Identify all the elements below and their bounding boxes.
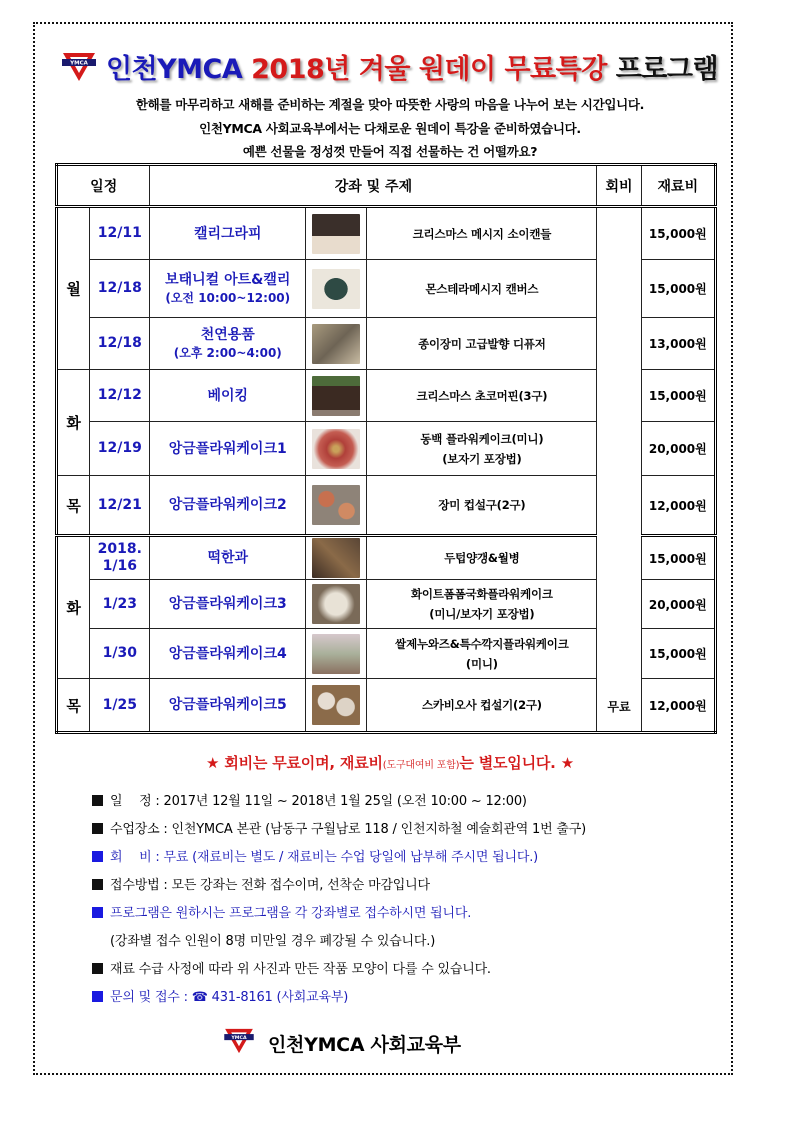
day-cell: 목 bbox=[57, 679, 90, 733]
topic-cell bbox=[367, 422, 597, 476]
date-cell: 12/18 bbox=[90, 318, 150, 370]
material-cell: 15,000원 bbox=[641, 207, 715, 260]
topic-cell: 장미 컵설구(2구) bbox=[367, 476, 597, 536]
note-text: (강좌별 접수 인원이 8명 미만일 경우 폐강될 수 있습니다.) bbox=[110, 934, 436, 949]
course-cell bbox=[150, 580, 306, 629]
material-cell: 20,000원 bbox=[641, 580, 715, 629]
footer-org: 인천YMCA 사회교육부 bbox=[268, 1033, 461, 1056]
photo-monstera-canvas bbox=[312, 269, 360, 309]
topic-line: (미니) bbox=[465, 656, 498, 671]
photo-scabiosa-cupcake bbox=[312, 685, 360, 725]
photo-rice-cake bbox=[312, 538, 360, 578]
material-cell: 20,000원 bbox=[641, 422, 715, 476]
course-cell bbox=[150, 422, 306, 476]
topic-line: (미니/보자기 포장법) bbox=[429, 607, 535, 621]
photo-cell bbox=[306, 370, 367, 422]
day-cell: 목 bbox=[57, 476, 90, 536]
note-schedule bbox=[92, 793, 722, 821]
header-course-topic: 강좌 및 주제 bbox=[150, 165, 597, 207]
topic-line: 화이트폼폼국화플라워케이크 bbox=[410, 587, 553, 601]
note-text: 접수방법 : 모든 강좌는 전화 접수이며, 선착순 마감입니다 bbox=[110, 878, 430, 893]
note-text: 문의 및 접수 : ☎ 431-8161 (사회교육부) bbox=[110, 990, 349, 1005]
course-name: 앙금플라워케이크2 bbox=[168, 497, 287, 513]
note-materials bbox=[92, 961, 722, 989]
photo-cell bbox=[306, 422, 367, 476]
course-name: 천연용품 bbox=[200, 326, 255, 343]
course-cell bbox=[150, 536, 306, 580]
info-notes bbox=[92, 793, 722, 1017]
course-name: 앙금플라워케이크3 bbox=[168, 596, 287, 612]
note-text: 수업장소 : 인천YMCA 본관 (남동구 구월남로 118 / 인천지하철 예술회관역 1번 출구) bbox=[110, 822, 586, 837]
photo-camellia-cake bbox=[312, 429, 360, 469]
topic-cell: 몬스테라메시지 캔버스 bbox=[367, 260, 597, 318]
topic-line: (보자기 포장법) bbox=[442, 451, 522, 466]
date-cell: 1/23 bbox=[90, 580, 150, 629]
material-cell: 15,000원 bbox=[641, 260, 715, 318]
topic-line: 동백 플라워케이크(미니) bbox=[420, 431, 544, 446]
day-cell: 화 bbox=[57, 536, 90, 679]
photo-cell bbox=[306, 679, 367, 733]
square-bullet-icon bbox=[92, 851, 103, 862]
title-row bbox=[60, 44, 720, 88]
title-event: 2018년 겨울 원데이 무료특강 bbox=[251, 53, 607, 85]
topic-cell: 스카비오사 컵설기(2구) bbox=[367, 679, 597, 733]
date-cell: 1/25 bbox=[90, 679, 150, 733]
day-cell: 화 bbox=[57, 370, 90, 476]
material-cell: 15,000원 bbox=[641, 536, 715, 580]
square-bullet-icon bbox=[92, 991, 103, 1002]
photo-cell bbox=[306, 318, 367, 370]
course-cell bbox=[150, 207, 306, 260]
course-name: 베이킹 bbox=[207, 387, 249, 404]
photo-paper-rose-diffuser bbox=[312, 324, 360, 364]
photo-cell bbox=[306, 260, 367, 318]
title-program: 프로그램 bbox=[615, 53, 719, 85]
course-name: 떡한과 bbox=[207, 550, 249, 566]
date-cell: 1/30 bbox=[90, 629, 150, 679]
notice-text-a: 회비는 무료이며, 재료비 bbox=[224, 754, 383, 772]
note-text: 일 정 : 2017년 12월 11일 ~ 2018년 1월 25일 (오전 10:00 ~ 12:00) bbox=[110, 794, 527, 809]
intro-line-2: 인천YMCA 사회교육부에서는 다채로운 원데이 특강을 준비하였습니다. bbox=[199, 121, 581, 136]
course-name: 앙금플라워케이크5 bbox=[168, 697, 287, 713]
square-bullet-icon bbox=[92, 879, 103, 890]
header-material: 재료비 bbox=[641, 165, 715, 207]
course-time: (오후 2:00~4:00) bbox=[173, 345, 282, 360]
table-header-row bbox=[57, 165, 716, 207]
photo-cell bbox=[306, 207, 367, 260]
material-cell: 12,000원 bbox=[641, 679, 715, 733]
note-text: 프로그램은 원하시는 프로그램을 각 강좌별로 접수하시면 됩니다. bbox=[110, 906, 472, 921]
date-cell: 2018. 1/16 bbox=[90, 536, 150, 580]
topic-cell: 두텁양갱&월병 bbox=[367, 536, 597, 580]
note-fee bbox=[92, 849, 722, 877]
course-time: (오전 10:00~12:00) bbox=[165, 290, 291, 305]
square-bullet-icon bbox=[92, 795, 103, 806]
footer bbox=[222, 1028, 461, 1058]
topic-line: 쌀제누와즈&특수깍지플라워케이크 bbox=[395, 636, 569, 651]
note-cancellation bbox=[92, 933, 722, 961]
course-cell bbox=[150, 629, 306, 679]
date-cell: 12/21 bbox=[90, 476, 150, 536]
photo-pompom-cake bbox=[312, 584, 360, 624]
note-text: 회 비 : 무료 (재료비는 별도 / 재료비는 수업 당일에 납부해 주시면 됩니다.) bbox=[110, 850, 539, 865]
photo-cell bbox=[306, 629, 367, 679]
material-cell: 15,000원 bbox=[641, 370, 715, 422]
note-location bbox=[92, 821, 722, 849]
course-cell bbox=[150, 370, 306, 422]
photo-cell bbox=[306, 536, 367, 580]
topic-cell: 크리스마스 메시지 소이캔들 bbox=[367, 207, 597, 260]
note-text: 재료 수급 사정에 따라 위 사진과 만든 작품 모양이 다를 수 있습니다. bbox=[110, 962, 491, 977]
photo-cell bbox=[306, 580, 367, 629]
note-contact bbox=[92, 989, 722, 1017]
topic-cell bbox=[367, 629, 597, 679]
topic-cell: 크리스마스 초코머핀(3구) bbox=[367, 370, 597, 422]
svg-text:YMCA: YMCA bbox=[231, 1035, 247, 1041]
square-bullet-icon bbox=[92, 907, 103, 918]
square-bullet-icon bbox=[92, 823, 103, 834]
material-cell: 13,000원 bbox=[641, 318, 715, 370]
notice-small: (도구대여비 포함) bbox=[382, 760, 460, 771]
photo-rose-cupcake bbox=[312, 485, 360, 525]
course-cell bbox=[150, 679, 306, 733]
notice-text-b: 는 별도입니다. bbox=[459, 754, 556, 772]
note-per-course bbox=[92, 905, 722, 933]
table-row bbox=[57, 207, 716, 260]
intro-line-1: 한해를 마무리하고 새해를 준비하는 계절을 맞아 따뜻한 사랑의 마음을 나누어 보는 시간입니다. bbox=[135, 97, 645, 112]
topic-cell bbox=[367, 580, 597, 629]
course-name: 앙금플라워케이크1 bbox=[168, 440, 287, 457]
date-cell: 12/11 bbox=[90, 207, 150, 260]
svg-text:YMCA: YMCA bbox=[70, 60, 88, 67]
date-cell: 12/19 bbox=[90, 422, 150, 476]
photo-choco-muffin bbox=[312, 376, 360, 416]
day-cell: 월 bbox=[57, 207, 90, 370]
note-registration bbox=[92, 877, 722, 905]
photo-genoise-cake bbox=[312, 634, 360, 674]
intro-line-3: 예쁜 선물을 정성껏 만들어 직접 선물하는 건 어떨까요? bbox=[242, 144, 538, 159]
course-name: 보태니컬 아트&캘리 bbox=[165, 271, 291, 288]
star-icon: ★ bbox=[206, 754, 220, 772]
header-fee: 회비 bbox=[597, 165, 641, 207]
course-name: 캘리그라피 bbox=[193, 225, 262, 242]
course-cell bbox=[150, 476, 306, 536]
topic-cell: 종이장미 고급발향 디퓨저 bbox=[367, 318, 597, 370]
date-cell: 12/12 bbox=[90, 370, 150, 422]
material-cell: 15,000원 bbox=[641, 629, 715, 679]
ymca-logo-icon bbox=[222, 1028, 256, 1058]
page-title bbox=[106, 47, 718, 86]
course-cell bbox=[150, 260, 306, 318]
ymca-logo-icon bbox=[62, 52, 96, 80]
photo-cell bbox=[306, 476, 367, 536]
fee-cell: 무료 bbox=[597, 207, 641, 733]
title-org: 인천YMCA bbox=[105, 53, 243, 85]
fee-notice bbox=[60, 752, 720, 773]
header-schedule: 일정 bbox=[57, 165, 150, 207]
star-icon: ★ bbox=[560, 754, 574, 772]
date-cell: 12/18 bbox=[90, 260, 150, 318]
material-cell: 12,000원 bbox=[641, 476, 715, 536]
course-name: 앙금플라워케이크4 bbox=[168, 645, 287, 662]
photo-calligraphy-candle bbox=[312, 214, 360, 254]
square-bullet-icon bbox=[92, 963, 103, 974]
course-cell bbox=[150, 318, 306, 370]
program-table bbox=[55, 163, 717, 734]
